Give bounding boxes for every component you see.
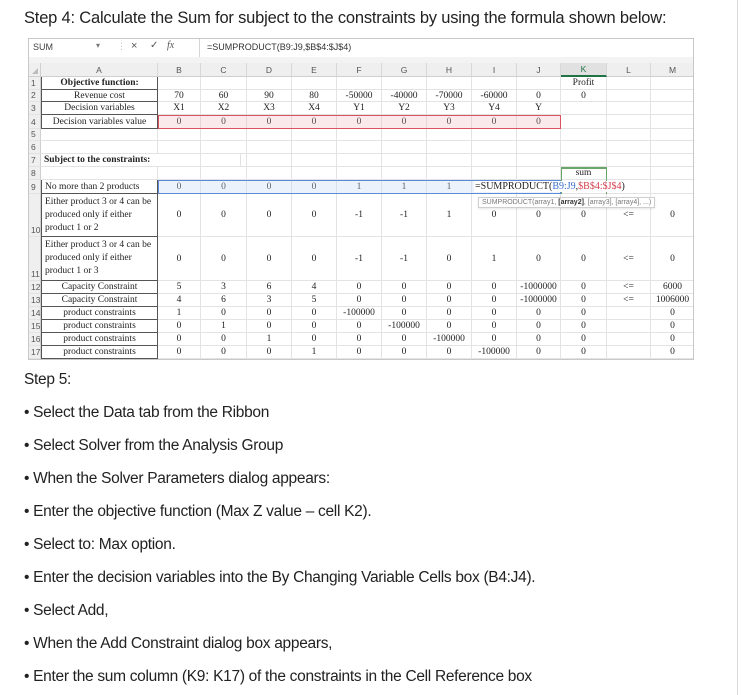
cell-c3[interactable]: X2 [201, 102, 247, 115]
cell-k10[interactable]: 0 [561, 194, 607, 237]
cell-j16[interactable]: 0 [517, 333, 561, 346]
cell-l6[interactable] [607, 141, 651, 154]
cell-j13[interactable]: -1000000 [517, 294, 561, 307]
cell-g7[interactable] [382, 154, 427, 167]
cell-g17[interactable]: 0 [382, 346, 427, 359]
cell-d15[interactable]: 0 [247, 320, 292, 333]
cell-f4[interactable]: 0 [337, 115, 382, 129]
column-header-k[interactable]: K [561, 63, 607, 77]
cell-j6[interactable] [517, 141, 561, 154]
row-header[interactable]: 8 [29, 167, 41, 180]
cell-c15[interactable]: 1 [201, 320, 247, 333]
cell-i4[interactable]: 0 [472, 115, 517, 129]
cell-d10[interactable]: 0 [247, 194, 292, 237]
cell-c5[interactable] [201, 129, 247, 141]
cell-h2[interactable]: -70000 [427, 90, 472, 102]
row-label-cell[interactable]: Decision variables [41, 102, 158, 115]
cell-l4[interactable] [607, 115, 651, 129]
cell-i15[interactable]: 0 [472, 320, 517, 333]
cell-f9[interactable]: 1 [337, 180, 382, 194]
cell-j11[interactable]: 0 [517, 237, 561, 281]
cell-m8[interactable] [651, 167, 694, 180]
step5-bullet: • Select the Data tab from the Ribbon [24, 404, 270, 421]
cell-g1[interactable] [382, 77, 427, 90]
cell-c8[interactable] [201, 167, 247, 180]
formula-part-prefix: =SUMPRODUCT( [475, 181, 553, 192]
cell-b2[interactable]: 70 [158, 90, 201, 102]
cell-d4[interactable]: 0 [247, 115, 292, 129]
cell-m11[interactable]: 0 [651, 237, 694, 281]
spreadsheet-screenshot [28, 38, 694, 360]
cell-l10[interactable]: <= [607, 194, 651, 237]
cell-h4[interactable]: 0 [427, 115, 472, 129]
cell-i12[interactable]: 0 [472, 281, 517, 294]
row-label-cell[interactable]: product constraints [41, 333, 158, 346]
cell-h3[interactable]: Y3 [427, 102, 472, 115]
column-header-j[interactable]: J [517, 63, 561, 77]
cell-h10[interactable]: 1 [427, 194, 472, 237]
cell-i1[interactable] [472, 77, 517, 90]
cell-l13[interactable]: <= [607, 294, 651, 307]
cell-k12[interactable]: 0 [561, 281, 607, 294]
cell-l15[interactable] [607, 320, 651, 333]
column-header-h[interactable]: H [427, 63, 472, 77]
cell-b1[interactable] [158, 77, 201, 90]
tooltip-fn: SUMPRODUCT( [482, 199, 535, 206]
cell-m7[interactable] [651, 154, 694, 167]
cell-h11[interactable]: 0 [427, 237, 472, 281]
cell-m10[interactable]: 0 [651, 194, 694, 237]
cell-c4[interactable]: 0 [201, 115, 247, 129]
cell-e4[interactable]: 0 [292, 115, 337, 129]
row-label-cell[interactable]: product constraints [41, 307, 158, 320]
tooltip-arg2: [array2] [558, 199, 584, 206]
cell-e11[interactable]: 0 [292, 237, 337, 281]
column-header-e[interactable]: E [292, 63, 337, 77]
cell-l3[interactable] [607, 102, 651, 115]
cell-c9[interactable]: 0 [201, 180, 247, 194]
cell-g6[interactable] [382, 141, 427, 154]
row-label-cell[interactable] [41, 129, 158, 141]
column-header-f[interactable]: F [337, 63, 382, 77]
cell-i13[interactable]: 0 [472, 294, 517, 307]
cell-f7[interactable] [337, 154, 382, 167]
cell-h17[interactable]: 0 [427, 346, 472, 359]
formula-bar-divider [199, 39, 200, 57]
cell-c1[interactable] [201, 77, 247, 90]
cell-g5[interactable] [382, 129, 427, 141]
row-label-cell[interactable]: No more than 2 products [41, 180, 158, 194]
cell-f11[interactable]: -1 [337, 237, 382, 281]
cell-k5[interactable] [561, 129, 607, 141]
cell-f6[interactable] [337, 141, 382, 154]
cell-j12[interactable]: -1000000 [517, 281, 561, 294]
cell-i16[interactable]: 0 [472, 333, 517, 346]
cell-d1[interactable] [247, 77, 292, 90]
column-header-l[interactable]: L [607, 63, 651, 77]
cell-m17[interactable]: 0 [651, 346, 694, 359]
cell-f14[interactable]: -100000 [337, 307, 382, 320]
cell-h1[interactable] [427, 77, 472, 90]
cell-c7[interactable] [201, 154, 247, 167]
cell-i5[interactable] [472, 129, 517, 141]
cell-m2[interactable] [651, 90, 694, 102]
cell-f15[interactable]: 0 [337, 320, 382, 333]
cell-e15[interactable]: 0 [292, 320, 337, 333]
row-label-cell[interactable]: Capacity Constraint [41, 281, 158, 294]
cell-k17[interactable]: 0 [561, 346, 607, 359]
cell-m12[interactable]: 6000 [651, 281, 694, 294]
cell-h6[interactable] [427, 141, 472, 154]
cell-f17[interactable]: 0 [337, 346, 382, 359]
cell-h9[interactable]: 1 [427, 180, 472, 194]
cell-d7[interactable] [247, 154, 292, 167]
cell-h16[interactable]: -100000 [427, 333, 472, 346]
row-header[interactable]: 12 [31, 282, 41, 292]
column-header-c[interactable]: C [201, 63, 247, 77]
cell-h8[interactable] [427, 167, 472, 180]
cell-h14[interactable]: 0 [427, 307, 472, 320]
cell-b13[interactable]: 4 [158, 294, 201, 307]
step5-bullet: • Enter the sum column (K9: K17) of the constraints in the Cell Reference box [24, 668, 532, 685]
cell-j10[interactable]: 0 [517, 194, 561, 237]
cell-l7[interactable] [607, 154, 651, 167]
cell-e5[interactable] [292, 129, 337, 141]
cell-l12[interactable]: <= [607, 281, 651, 294]
row-label-cell[interactable]: Either product 3 or 4 can be produced only if either product 1 or 3 [41, 237, 158, 281]
cell-k3[interactable] [561, 102, 607, 115]
formula-part-comma: , [575, 181, 579, 192]
row-header[interactable]: 16 [31, 334, 41, 344]
row-label-cell[interactable] [41, 141, 158, 154]
step5-bullet: • Enter the decision variables into the By Changing Variable Cells box (B4:J4). [24, 569, 536, 586]
cell-e7[interactable] [292, 154, 337, 167]
cell-j8[interactable] [517, 167, 561, 180]
row-header[interactable]: 3 [29, 102, 41, 115]
step4-title: Step 4: Calculate the Sum for subject to the constraints by using the formula shown below: [24, 9, 667, 27]
cell-m1[interactable] [651, 77, 694, 90]
cell-e9[interactable]: 0 [292, 180, 337, 194]
column-header-i[interactable]: I [472, 63, 517, 77]
cell-j14[interactable]: 0 [517, 307, 561, 320]
formula-part-ref2: $B$4:$J$4 [578, 181, 622, 192]
column-header-a[interactable]: A [41, 63, 158, 77]
insert-function-icon[interactable]: fx [167, 40, 175, 51]
tooltip-rest: , [array3], [array4], ...) [583, 199, 652, 206]
cell-k13[interactable]: 0 [561, 294, 607, 307]
cell-g12[interactable]: 0 [382, 281, 427, 294]
cell-b7[interactable] [158, 154, 201, 167]
cell-l8[interactable] [607, 167, 651, 180]
cell-m5[interactable] [651, 129, 694, 141]
cell-d16[interactable]: 1 [247, 333, 292, 346]
chevron-down-icon[interactable]: ▾ [96, 41, 101, 50]
cell-b15[interactable]: 0 [158, 320, 201, 333]
cell-i6[interactable] [472, 141, 517, 154]
cell-k8[interactable]: sum [561, 167, 607, 180]
cell-i2[interactable]: -60000 [472, 90, 517, 102]
cell-e17[interactable]: 1 [292, 346, 337, 359]
row-header[interactable]: 4 [29, 115, 41, 129]
cell-e13[interactable]: 5 [292, 294, 337, 307]
step5-bullet: • When the Solver Parameters dialog appears: [24, 470, 330, 487]
name-box[interactable]: SUM [33, 42, 53, 52]
cell-d3[interactable]: X3 [247, 102, 292, 115]
row-header[interactable]: 7 [29, 154, 41, 167]
cell-f5[interactable] [337, 129, 382, 141]
cell-g14[interactable]: 0 [382, 307, 427, 320]
select-all-corner[interactable] [29, 63, 41, 77]
cell-e10[interactable]: 0 [292, 194, 337, 237]
cell-e6[interactable] [292, 141, 337, 154]
cell-e14[interactable]: 0 [292, 307, 337, 320]
cell-j3[interactable]: Y [517, 102, 561, 115]
cell-e1[interactable] [292, 77, 337, 90]
cell-k2[interactable]: 0 [561, 90, 607, 102]
cell-b17[interactable]: 0 [158, 346, 201, 359]
cell-g2[interactable]: -40000 [382, 90, 427, 102]
cell-g13[interactable]: 0 [382, 294, 427, 307]
row-label-cell[interactable]: product constraints [41, 320, 158, 333]
row-label-cell[interactable]: Capacity Constraint [41, 294, 158, 307]
cell-b4[interactable]: 0 [158, 115, 201, 129]
cell-c6[interactable] [201, 141, 247, 154]
cell-i8[interactable] [472, 167, 517, 180]
cell-c2[interactable]: 60 [201, 90, 247, 102]
cell-k1[interactable]: Profit [561, 77, 607, 90]
cell-h13[interactable]: 0 [427, 294, 472, 307]
cell-i3[interactable]: Y4 [472, 102, 517, 115]
cell-d17[interactable]: 0 [247, 346, 292, 359]
page-divider [737, 0, 738, 695]
cell-l2[interactable] [607, 90, 651, 102]
cell-m14[interactable]: 0 [651, 307, 694, 320]
row-header[interactable]: 11 [29, 237, 41, 281]
cell-k15[interactable]: 0 [561, 320, 607, 333]
cell-k11[interactable]: 0 [561, 237, 607, 281]
cell-j4[interactable]: 0 [517, 115, 561, 129]
row-header[interactable]: 10 [29, 194, 41, 237]
cell-h5[interactable] [427, 129, 472, 141]
row-label-cell[interactable]: Decision variables value [41, 115, 158, 129]
cell-b9[interactable]: 0 [158, 180, 201, 194]
cell-f16[interactable]: 0 [337, 333, 382, 346]
column-header-b[interactable]: B [158, 63, 201, 77]
cell-g10[interactable]: -1 [382, 194, 427, 237]
cell-e2[interactable]: 80 [292, 90, 337, 102]
cell-g4[interactable]: 0 [382, 115, 427, 129]
cell-i14[interactable]: 0 [472, 307, 517, 320]
cell-f10[interactable]: -1 [337, 194, 382, 237]
cell-j5[interactable] [517, 129, 561, 141]
cell-c16[interactable]: 0 [201, 333, 247, 346]
cell-d9[interactable]: 0 [247, 180, 292, 194]
row-header[interactable]: 15 [31, 321, 41, 331]
cancel-icon[interactable]: × [131, 40, 138, 52]
cell-i17[interactable]: -100000 [472, 346, 517, 359]
cell-m6[interactable] [651, 141, 694, 154]
formula-part-ref1: B9:J9 [552, 181, 576, 192]
formula-input[interactable]: =SUMPRODUCT(B9:J9,$B$4:$J$4) [207, 42, 352, 52]
cell-f8[interactable] [337, 167, 382, 180]
cell-b10[interactable]: 0 [158, 194, 201, 237]
row-header[interactable]: 14 [31, 308, 41, 318]
cell-b5[interactable] [158, 129, 201, 141]
cell-f12[interactable]: 0 [337, 281, 382, 294]
column-header-m[interactable]: M [651, 63, 694, 77]
cell-m9[interactable] [651, 180, 694, 194]
cell-c17[interactable]: 0 [201, 346, 247, 359]
cell-k16[interactable]: 0 [561, 333, 607, 346]
step5-bullet: • When the Add Constraint dialog box appears, [24, 635, 333, 652]
row-label-cell[interactable]: Objective function: [41, 77, 158, 90]
cell-c12[interactable]: 3 [201, 281, 247, 294]
cell-b6[interactable] [158, 141, 201, 154]
cell-j7[interactable] [517, 154, 561, 167]
cell-formula-edit[interactable] [474, 181, 626, 192]
row-header[interactable]: 13 [31, 295, 41, 305]
step5-bullet: • Select Solver from the Analysis Group [24, 437, 284, 454]
cell-i11[interactable]: 1 [472, 237, 517, 281]
cell-i7[interactable] [472, 154, 517, 167]
row-header[interactable]: 9 [29, 180, 41, 194]
row-header[interactable]: 6 [29, 141, 41, 154]
cell-f13[interactable]: 0 [337, 294, 382, 307]
cell-j1[interactable] [517, 77, 561, 90]
cell-f1[interactable] [337, 77, 382, 90]
cell-h12[interactable]: 0 [427, 281, 472, 294]
cell-l17[interactable] [607, 346, 651, 359]
cell-b11[interactable]: 0 [158, 237, 201, 281]
cell-e8[interactable] [292, 167, 337, 180]
formula-bar [29, 39, 693, 58]
cell-k4[interactable] [561, 115, 607, 129]
cell-j17[interactable]: 0 [517, 346, 561, 359]
column-header-g[interactable]: G [382, 63, 427, 77]
column-header-d[interactable]: D [247, 63, 292, 77]
cell-c13[interactable]: 6 [201, 294, 247, 307]
step5-bullet: • Enter the objective function (Max Z value – cell K2). [24, 503, 372, 520]
cell-e12[interactable]: 4 [292, 281, 337, 294]
cell-k7[interactable] [561, 154, 607, 167]
row-header[interactable]: 2 [29, 90, 41, 102]
cell-d13[interactable]: 3 [247, 294, 292, 307]
cell-m3[interactable] [651, 102, 694, 115]
cell-b3[interactable]: X1 [158, 102, 201, 115]
cell-j2[interactable]: 0 [517, 90, 561, 102]
row-label-cell[interactable]: Revenue cost [41, 90, 158, 102]
cell-g9[interactable]: 1 [382, 180, 427, 194]
step5-bullet: • Select Add, [24, 602, 109, 619]
cell-g16[interactable]: 0 [382, 333, 427, 346]
cell-f3[interactable]: Y1 [337, 102, 382, 115]
cell-g3[interactable]: Y2 [382, 102, 427, 115]
cell-c11[interactable]: 0 [201, 237, 247, 281]
separator-icon: ⋮ [117, 41, 126, 51]
row-label-cell[interactable]: Subject to the constraints: [41, 154, 241, 167]
step5-title: Step 5: [24, 371, 72, 388]
cell-d8[interactable] [247, 167, 292, 180]
cell-m4[interactable] [651, 115, 694, 129]
row-header[interactable]: 5 [29, 129, 41, 141]
cell-h15[interactable]: 0 [427, 320, 472, 333]
cell-g8[interactable] [382, 167, 427, 180]
row-label-cell[interactable] [41, 167, 158, 180]
row-label-cell[interactable]: Either product 3 or 4 can be produced only if either product 1 or 2 [41, 194, 158, 237]
row-label-cell[interactable]: product constraints [41, 346, 158, 359]
cell-i10[interactable]: 0 [472, 194, 517, 237]
cell-g11[interactable]: -1 [382, 237, 427, 281]
cell-d12[interactable]: 6 [247, 281, 292, 294]
cell-d5[interactable] [247, 129, 292, 141]
row-header[interactable]: 1 [29, 77, 41, 90]
cell-l11[interactable]: <= [607, 237, 651, 281]
enter-icon[interactable]: ✓ [150, 40, 159, 51]
cell-b12[interactable]: 5 [158, 281, 201, 294]
cell-l1[interactable] [607, 77, 651, 90]
cell-d11[interactable]: 0 [247, 237, 292, 281]
cell-m13[interactable]: 1006000 [651, 294, 694, 307]
formula-part-suffix: ) [621, 181, 625, 192]
cell-k6[interactable] [561, 141, 607, 154]
cell-d2[interactable]: 90 [247, 90, 292, 102]
cell-e16[interactable]: 0 [292, 333, 337, 346]
cell-c14[interactable]: 0 [201, 307, 247, 320]
cell-b16[interactable]: 0 [158, 333, 201, 346]
cell-g15[interactable]: -100000 [382, 320, 427, 333]
cell-h7[interactable] [427, 154, 472, 167]
function-tooltip [478, 197, 655, 208]
step5-bullet: • Select to: Max option. [24, 536, 176, 553]
cell-d6[interactable] [247, 141, 292, 154]
cell-l14[interactable] [607, 307, 651, 320]
cell-f2[interactable]: -50000 [337, 90, 382, 102]
tooltip-arg1: array1, [534, 199, 559, 206]
cell-m16[interactable]: 0 [651, 333, 694, 346]
row-header[interactable]: 17 [31, 347, 41, 357]
cell-c10[interactable]: 0 [201, 194, 247, 237]
cell-l5[interactable] [607, 129, 651, 141]
cell-b8[interactable] [158, 167, 201, 180]
cell-l16[interactable] [607, 333, 651, 346]
cell-m15[interactable]: 0 [651, 320, 694, 333]
cell-k14[interactable]: 0 [561, 307, 607, 320]
cell-b14[interactable]: 1 [158, 307, 201, 320]
cell-j15[interactable]: 0 [517, 320, 561, 333]
cell-d14[interactable]: 0 [247, 307, 292, 320]
cell-e3[interactable]: X4 [292, 102, 337, 115]
